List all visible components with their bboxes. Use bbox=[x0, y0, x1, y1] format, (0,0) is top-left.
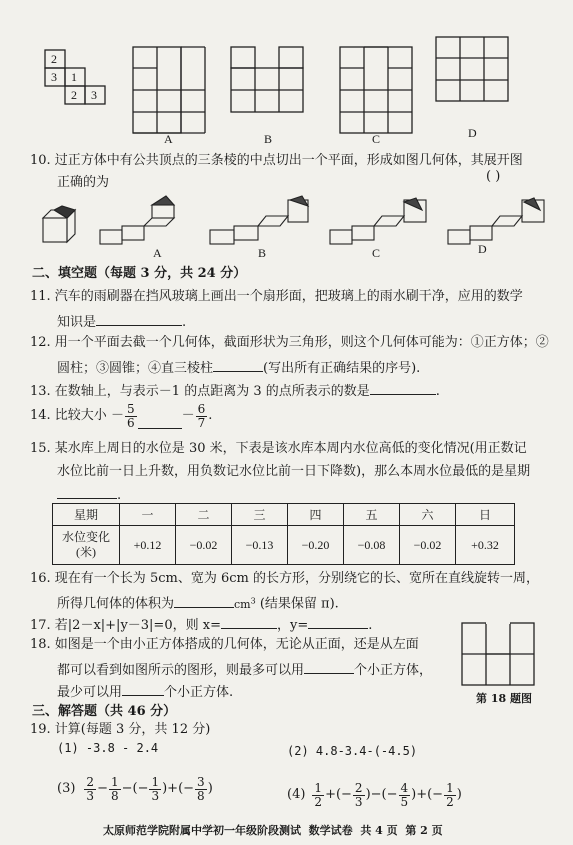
q13-end: . bbox=[435, 384, 440, 399]
q17-prompt: 17. 若|2－x|+|y－3|=0，则 x= bbox=[30, 618, 221, 633]
q16-prompt: 所得几何体的体积为 bbox=[57, 596, 175, 612]
q18-line3: 最少可以用 个小正方体. bbox=[57, 681, 233, 702]
footer-school: 太原师范学院附属中学初一年级阶段测试 bbox=[103, 824, 301, 837]
table-header: 三 bbox=[232, 504, 288, 526]
table-header: 星期 bbox=[53, 504, 120, 526]
q14-fraction-1: $\frac{5}{6}$ bbox=[126, 401, 135, 430]
q10-answer-paren: ( ) bbox=[486, 169, 501, 184]
q14-end: . bbox=[208, 408, 213, 423]
net-number: 2 bbox=[51, 52, 57, 66]
table-header: 一 bbox=[120, 504, 176, 526]
footer-subject: 数学试卷 bbox=[308, 824, 353, 837]
q19-part1: (1) -3.8 - 2.4 bbox=[57, 741, 159, 755]
q18-line1: 18. 如图是一个由小正方体搭成的几何体，无论从正面，还是从左面 bbox=[30, 637, 419, 652]
footer-page: 第 2 页 bbox=[405, 824, 443, 837]
q12-options: 圆柱；③圆锥；④直三棱柱 bbox=[57, 361, 214, 376]
q16-line1: 16. 现在有一个长为 5cm、宽为 6cm 的长方形，分别绕它的长、宽所在直线旋转一周， bbox=[30, 571, 539, 586]
q19-part3: (3) $\frac{2}{3}$ − $\frac{1}{8}$ −(− $\frac{1}{3}$ )+(− $\frac{3}{8}$ ) bbox=[57, 774, 213, 803]
section-answer-title: 三、解答题（共 46 分） bbox=[32, 704, 177, 719]
q9-option-d: D bbox=[468, 126, 477, 140]
net-number: 3 bbox=[51, 70, 57, 84]
q10-option-d: D bbox=[478, 242, 487, 256]
table-cell: +0.12 bbox=[120, 526, 176, 565]
net-number: 1 bbox=[71, 70, 77, 84]
section-fill-in-title: 二、填空题（每题 3 分，共 24 分） bbox=[32, 266, 247, 281]
q14-fraction-2: $\frac{6}{7}$ bbox=[197, 401, 206, 430]
table-cell: −0.02 bbox=[400, 526, 456, 565]
footer-total: 共 4 页 bbox=[360, 824, 398, 837]
table-header: 六 bbox=[400, 504, 456, 526]
q18-line2: 都可以看到如图所示的图形，则最多可以用 个小正方体， bbox=[57, 659, 432, 680]
q19-line1: 19. 计算(每题 3 分，共 12 分) bbox=[30, 722, 211, 737]
table-cell: −0.20 bbox=[288, 526, 344, 565]
q9-option-a: A bbox=[164, 132, 173, 146]
q16-note: (结果保留 π). bbox=[259, 596, 339, 612]
q14-prompt: 14. 比较大小 － bbox=[30, 408, 124, 423]
q14-minus: － bbox=[181, 408, 195, 423]
table-cell: +0.32 bbox=[456, 526, 515, 565]
q19-part2: (2) 4.8-3.4-(-4.5) bbox=[287, 744, 418, 758]
q15-line2: 水位比前一日上升数，用负数记水位比前一日下降数)，那么本周水位最低的是星期 bbox=[57, 464, 531, 479]
table-header: 五 bbox=[344, 504, 400, 526]
table-header: 四 bbox=[288, 504, 344, 526]
q9-option-c: C bbox=[372, 132, 381, 146]
q15-line3: . bbox=[57, 484, 121, 505]
q13-prompt: 13. 在数轴上，与表示－1 的点距离为 3 的点所表示的数是 bbox=[30, 384, 370, 399]
table-cell: −0.13 bbox=[232, 526, 288, 565]
q10-text-line2: 正确的为 bbox=[57, 175, 110, 190]
q15-line1: 15. 某水库上周日的水位是 30 米，下表是该水库本周内水位高低的变化情况(用正数记 bbox=[30, 441, 527, 456]
q11-prompt: 知识是 bbox=[57, 315, 97, 330]
table-header: 二 bbox=[176, 504, 232, 526]
q9-option-b: B bbox=[264, 132, 273, 146]
q12-note: (写出所有正确结果的序号). bbox=[263, 361, 421, 376]
row-label: 水位变化 (米) bbox=[53, 526, 120, 565]
q12-line1: 12. 用一个平面去截一个几何体，截面形状为三角形，则这个几何体可能为：①正方体；② bbox=[30, 335, 549, 350]
table-cell: −0.08 bbox=[344, 526, 400, 565]
table-header: 日 bbox=[456, 504, 515, 526]
q19-part4: (4) $\frac{1}{2}$ +(− $\frac{2}{3}$ )−(− $\frac{4}{5}$ )+(− $\frac{1}{2}$ ) bbox=[287, 780, 462, 809]
q10-text-line1: 10. 过正方体中有公共顶点的三条棱的中点切出一个平面，形成如图几何体，其展开图 bbox=[30, 153, 523, 168]
q10-option-b: B bbox=[258, 246, 267, 260]
q11-line1: 11. 汽车的雨刷器在挡风玻璃上画出一个扇形面，把玻璃上的雨水刷干净，应用的数学 bbox=[30, 289, 523, 304]
footer bbox=[103, 822, 443, 838]
q16-line2: 所得几何体的体积为 $cm^3$ (结果保留 π). bbox=[57, 592, 339, 614]
net-number: 2 bbox=[71, 88, 77, 102]
q11-end: . bbox=[182, 315, 187, 330]
q10-option-c: C bbox=[372, 246, 381, 260]
q18-caption: 第 18 题图 bbox=[476, 692, 532, 705]
q17-line: 17. 若|2－x|+|y－3|=0，则 x= ，y= . bbox=[30, 614, 372, 635]
q10-option-a: A bbox=[153, 246, 162, 260]
table-cell: −0.02 bbox=[176, 526, 232, 565]
net-number: 3 bbox=[91, 88, 97, 102]
